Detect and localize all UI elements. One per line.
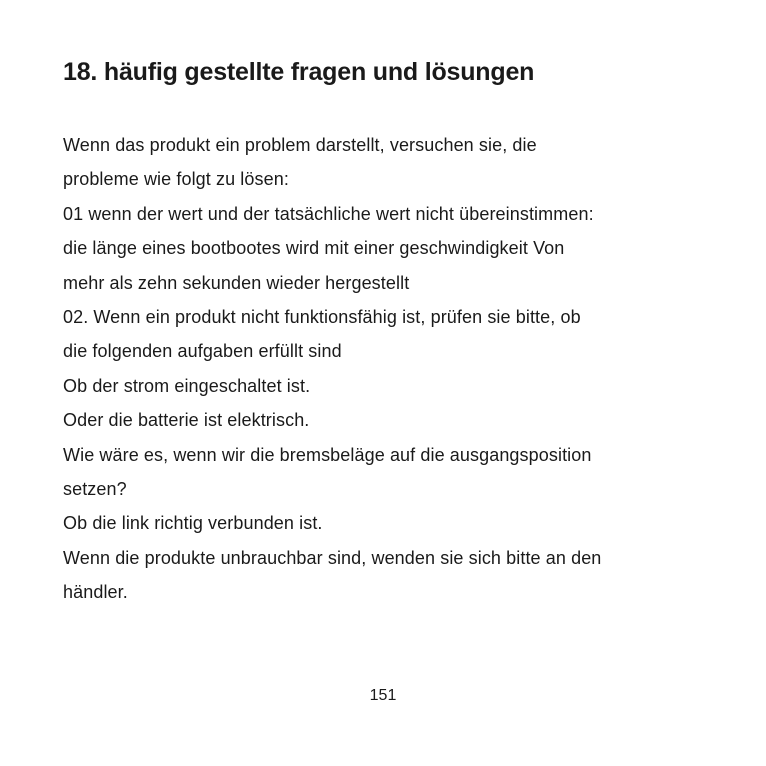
text-line: mehr als zehn sekunden wieder hergestellt: [63, 272, 410, 293]
text-line: Ob die link richtig verbunden ist.: [63, 513, 323, 534]
faq-body: [63, 128, 723, 610]
text-line: 01 wenn der wert und der tatsächliche wert nicht übereinstimmen:: [63, 203, 594, 224]
text-line: Wenn die produkte unbrauchbar sind, wenden sie sich bitte an den: [63, 547, 602, 568]
section-heading: 18. häufig gestellte fragen und lösungen: [63, 58, 535, 86]
text-line: die folgenden aufgaben erfüllt sind: [63, 341, 342, 362]
text-line: 02. Wenn ein produkt nicht funktionsfähig ist, prüfen sie bitte, ob: [63, 307, 581, 328]
text-line: Wie wäre es, wenn wir die bremsbeläge auf die ausgangsposition: [63, 444, 592, 465]
page-number: 151: [369, 687, 397, 704]
text-line: setzen?: [63, 479, 127, 500]
text-line: Ob der strom eingeschaltet ist.: [63, 375, 311, 396]
text-line: probleme wie folgt zu lösen:: [63, 169, 289, 190]
text-line: Oder die batterie ist elektrisch.: [63, 410, 310, 431]
text-line: Wenn das produkt ein problem darstellt, versuchen sie, die: [63, 135, 537, 155]
text-line: die länge eines bootbootes wird mit einer geschwindigkeit Von: [63, 238, 565, 259]
text-line: händler.: [63, 582, 128, 603]
